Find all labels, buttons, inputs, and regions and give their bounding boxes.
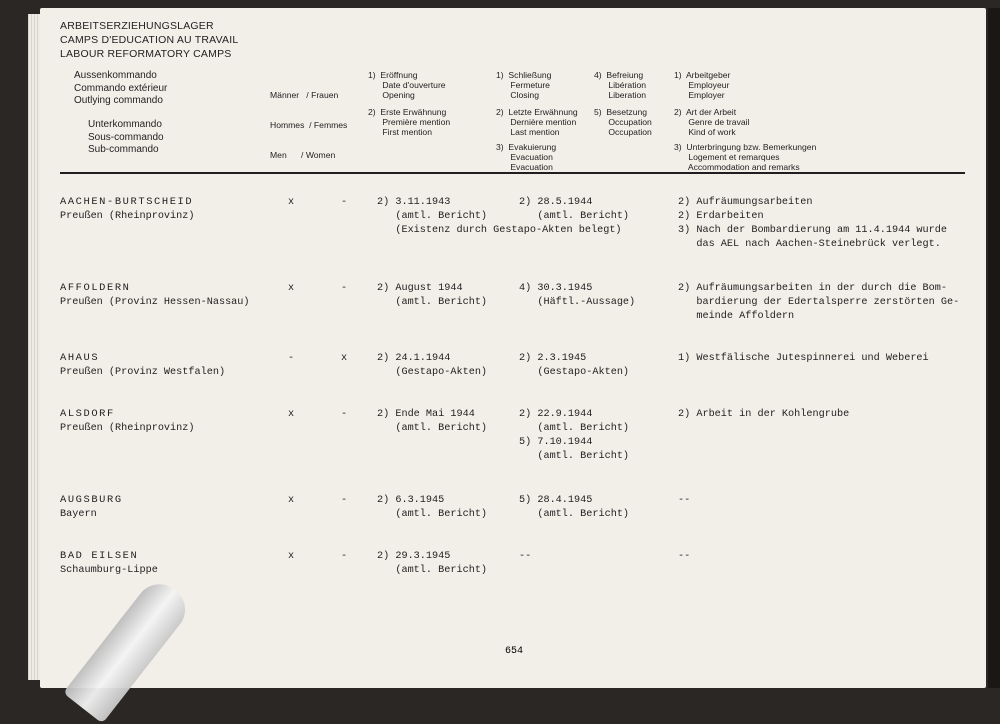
outlying-commando-label: [74, 70, 167, 108]
opening-header: [368, 70, 446, 100]
label-line: Aussenkommando: [74, 70, 157, 81]
closing-header: [496, 70, 551, 100]
label-line: Sub-commando: [88, 144, 159, 155]
label-line: Kind of work: [674, 127, 736, 137]
title-english: LABOUR REFORMATORY CAMPS: [60, 48, 232, 60]
entry-line: 2) 24.1.1944: [377, 353, 451, 364]
entry-line: das AEL nach Aachen-Steinebrück verlegt.: [678, 239, 941, 250]
entry-line: 2) 6.3.1945: [377, 495, 445, 506]
men-mark: x: [288, 409, 295, 420]
label-line: Unterkommando: [88, 119, 162, 130]
facing-page-edge: [988, 8, 1000, 688]
entry-line: (Gestapo-Akten): [377, 367, 488, 378]
page-number: 654: [505, 646, 524, 657]
entry-line: 2) Arbeit in der Kohlengrube: [678, 409, 850, 420]
camp-region: Preußen (Rheinprovinz): [60, 423, 195, 434]
label-line: Libération: [594, 80, 647, 90]
title-french: CAMPS D'EDUCATION AU TRAVAIL: [60, 34, 239, 46]
entry-line: --: [678, 551, 691, 562]
accommodation-header: [674, 142, 816, 172]
camp-name: AUGSBURG: [60, 494, 123, 506]
label-line: Commando extérieur: [74, 82, 168, 94]
label-line: Employer: [674, 90, 725, 100]
label-line: Occupation: [594, 117, 652, 127]
women-mark: -: [341, 409, 348, 420]
label-line: Men / Women: [270, 150, 336, 160]
opening-dates: [377, 408, 487, 436]
women-mark: -: [341, 495, 348, 506]
closing-dates: [519, 550, 531, 564]
label-line: Evacuation: [496, 152, 553, 162]
header-rule: [60, 172, 965, 174]
entry-line: 2) Erdarbeiten: [678, 211, 764, 222]
employer-header: [674, 70, 730, 100]
camp-name: AHAUS: [60, 352, 100, 364]
closing-dates: [519, 196, 629, 224]
opening-dates: [377, 550, 487, 578]
camp-name: BAD EILSEN: [60, 550, 139, 562]
men-mark: x: [288, 197, 295, 208]
closing-dates: [519, 408, 629, 464]
work-remarks: [678, 352, 929, 366]
camp-region: Preußen (Rheinprovinz): [60, 211, 195, 222]
label-line: Closing: [496, 90, 539, 100]
first-mention-header: [368, 107, 450, 137]
label-line: Première mention: [368, 117, 451, 127]
label-line: 1) Eröffnung: [368, 70, 418, 80]
entry-line: (amtl. Bericht): [377, 423, 488, 434]
entry-line: (amtl. Bericht): [519, 211, 630, 222]
men-mark: -: [288, 353, 295, 364]
entry-line: 2) 3.11.1943: [377, 197, 451, 208]
camp-region: Schaumburg-Lippe: [60, 565, 158, 576]
label-line: Fermeture: [496, 80, 550, 90]
entry-line: (amtl. Bericht): [377, 211, 488, 222]
men-women-header: [270, 70, 347, 170]
closing-dates: [519, 282, 635, 310]
label-line: Hommes / Femmes: [270, 120, 348, 130]
label-line: First mention: [368, 127, 432, 137]
work-remarks: [678, 196, 947, 252]
label-line: 3) Evakuierung: [496, 142, 557, 152]
camp-name: ALSDORF: [60, 408, 115, 420]
entry-line: (amtl. Bericht): [519, 423, 630, 434]
opening-dates: [377, 494, 487, 522]
closing-dates: [519, 494, 629, 522]
entry-line: (amtl. Bericht): [377, 509, 488, 520]
entry-line: 5) 28.4.1945: [519, 495, 593, 506]
entry-line: 2) 29.3.1945: [377, 551, 451, 562]
label-line: Occupation: [594, 127, 652, 137]
entry-line: 5) 7.10.1944: [519, 437, 593, 448]
entry-line: 3) Nach der Bombardierung am 11.4.1944 wurde: [678, 225, 947, 236]
entry-line: (Gestapo-Akten): [519, 367, 630, 378]
label-line: Sous-commando: [88, 131, 164, 143]
men-mark: x: [288, 495, 295, 506]
sub-commando-label: [88, 119, 164, 157]
label-line: 4) Befreiung: [594, 70, 644, 80]
entry-line: 2) Aufräumungsarbeiten: [678, 197, 813, 208]
entry-line: (amtl. Bericht): [377, 297, 488, 308]
label-line: Date d'ouverture: [368, 80, 446, 90]
work-remarks: [678, 408, 849, 422]
entry-line: 2) August 1944: [377, 283, 463, 294]
closing-dates: [519, 352, 629, 380]
entry-line: 2) Aufräumungsarbeiten in der durch die Bom-: [678, 283, 947, 294]
entry-line: 2) 22.9.1944: [519, 409, 593, 420]
entry-line: 2) Ende Mai 1944: [377, 409, 475, 420]
label-line: Employeur: [674, 80, 730, 90]
label-line: 2) Art der Arbeit: [674, 107, 737, 117]
entry-line: (amtl. Bericht): [377, 565, 488, 576]
last-mention-header: [496, 107, 578, 137]
occupation-header: [594, 107, 652, 137]
women-mark: -: [341, 197, 348, 208]
opening-dates: [377, 282, 487, 310]
entry-line: 1) Westfälische Jutespinnerei und Weberei: [678, 353, 929, 364]
label-line: Männer / Frauen: [270, 90, 339, 100]
work-remarks: [678, 550, 690, 564]
liberation-header: [594, 70, 646, 100]
entry-line: bardierung der Edertalsperre zerstörten Ge-: [678, 297, 960, 308]
entry-line: meinde Affoldern: [678, 311, 795, 322]
label-line: 1) Arbeitgeber: [674, 70, 731, 80]
kind-of-work-header: [674, 107, 749, 137]
label-line: 1) Schließung: [496, 70, 552, 80]
entry-line: 4) 30.3.1945: [519, 283, 593, 294]
women-mark: -: [341, 551, 348, 562]
camp-name: AACHEN-BURTSCHEID: [60, 196, 194, 208]
camp-region: Bayern: [60, 509, 97, 520]
work-remarks: [678, 494, 690, 508]
women-mark: x: [341, 353, 348, 364]
entry-line: 2) 2.3.1945: [519, 353, 587, 364]
label-line: 2) Erste Erwähnung: [368, 107, 447, 117]
label-line: Genre de travail: [674, 117, 750, 127]
label-line: 5) Besetzung: [594, 107, 648, 117]
label-line: Last mention: [496, 127, 560, 137]
entry-line: (Existenz durch Gestapo-Akten belegt): [377, 225, 622, 236]
label-line: Logement et remarques: [674, 152, 780, 162]
label-line: Opening: [368, 90, 415, 100]
entry-line: --: [678, 495, 691, 506]
entry-line: 2) 28.5.1944: [519, 197, 593, 208]
label-line: Evacuation: [496, 162, 553, 172]
label-line: Dernière mention: [496, 117, 577, 127]
men-mark: x: [288, 283, 295, 294]
camp-region: Preußen (Provinz Hessen-Nassau): [60, 297, 250, 308]
evacuation-header: [496, 142, 556, 172]
label-line: Accommodation and remarks: [674, 162, 800, 172]
women-mark: -: [341, 283, 348, 294]
title-german: ARBEITSERZIEHUNGSLAGER: [60, 20, 214, 32]
label-line: 3) Unterbringung bzw. Bemerkungen: [674, 142, 817, 152]
opening-dates: [377, 352, 487, 380]
camp-name: AFFOLDERN: [60, 282, 131, 294]
camp-region: Preußen (Provinz Westfalen): [60, 367, 226, 378]
entry-line: --: [519, 551, 532, 562]
men-mark: x: [288, 551, 295, 562]
entry-line: (amtl. Bericht): [519, 509, 630, 520]
entry-line: (Häftl.-Aussage): [519, 297, 636, 308]
entry-line: (amtl. Bericht): [519, 451, 630, 462]
label-line: Outlying commando: [74, 95, 163, 106]
work-remarks: [678, 282, 959, 324]
label-line: Liberation: [594, 90, 647, 100]
label-line: 2) Letzte Erwähnung: [496, 107, 578, 117]
